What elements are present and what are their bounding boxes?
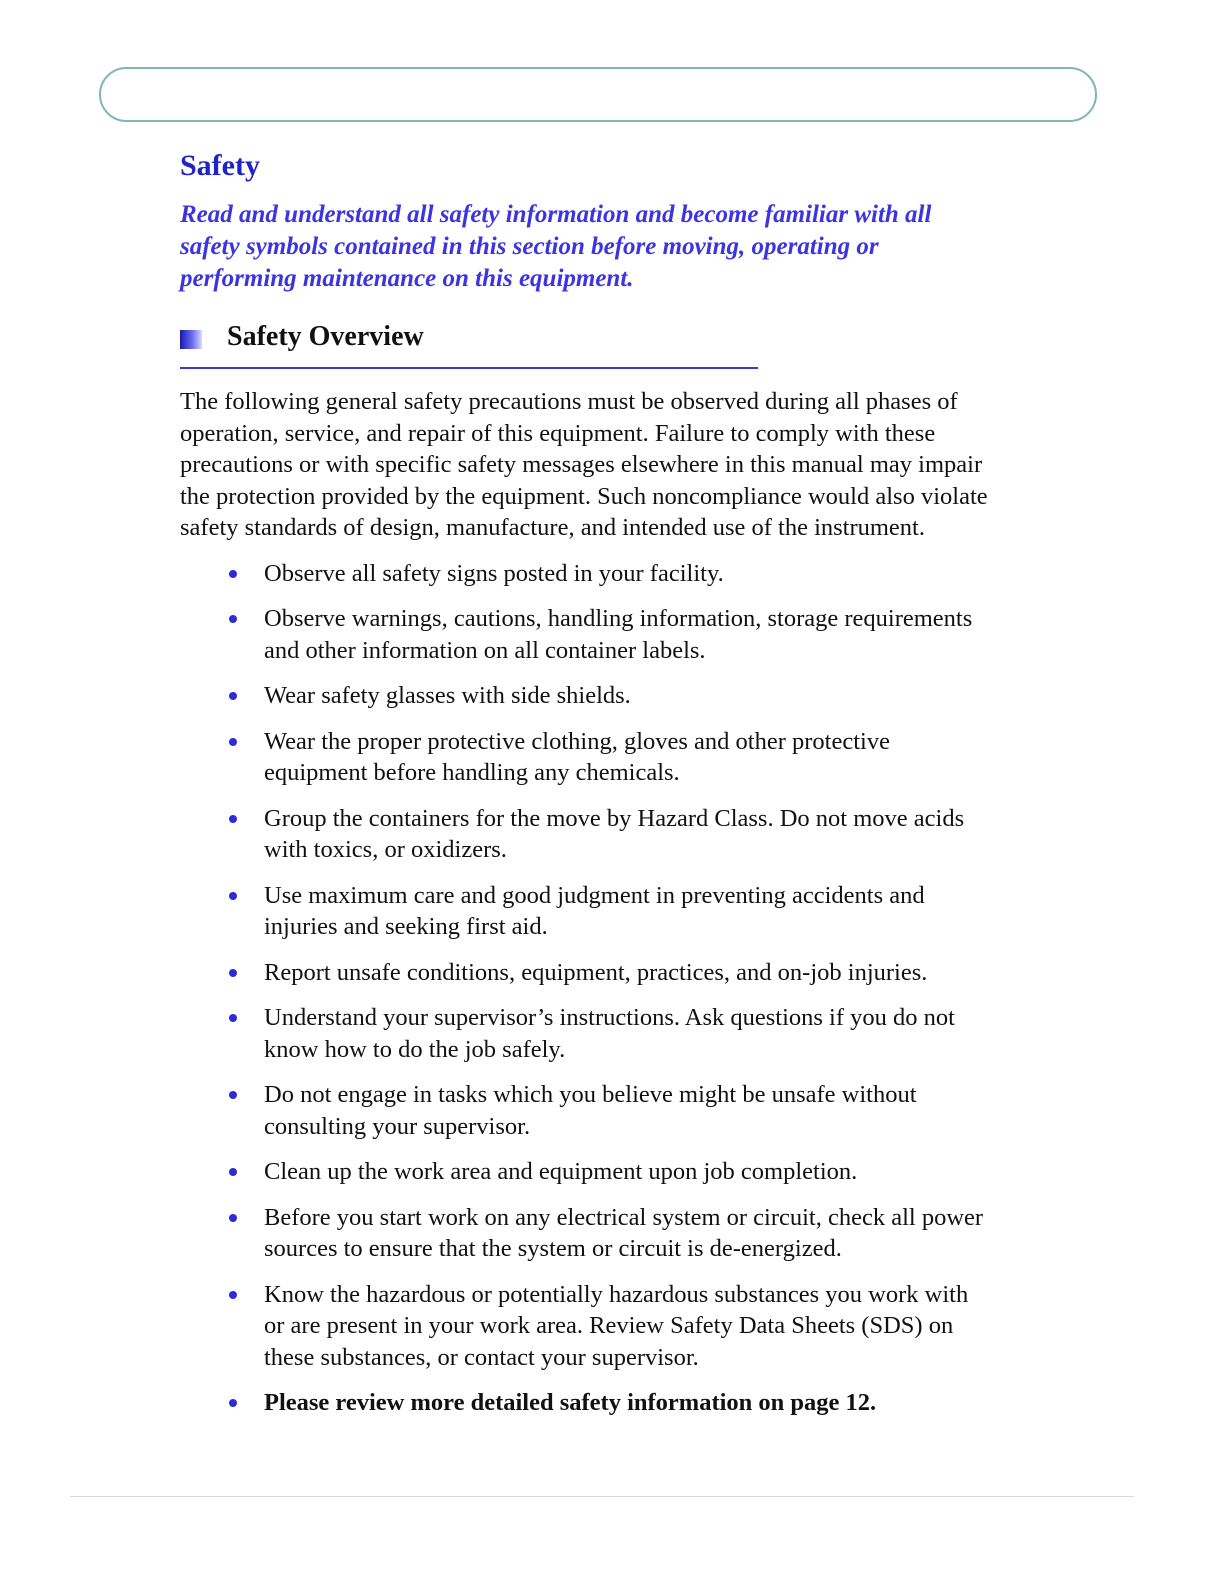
bullet-icon: [229, 615, 237, 623]
list-item: [180, 1202, 984, 1265]
bullet-icon: [229, 1291, 237, 1299]
list-item-text: Report unsafe conditions, equipment, practices, and on-job injuries.: [264, 958, 928, 986]
list-item: [180, 1002, 984, 1065]
list-item: [180, 957, 984, 989]
list-item: [180, 603, 984, 666]
header-frame: [99, 67, 1097, 122]
bullet-icon: [229, 969, 237, 977]
heading-square-icon: [180, 330, 202, 349]
bullet-icon: [229, 815, 237, 823]
bullet-icon: [229, 892, 237, 900]
page-reference-note: Please review more detailed safety information on page 12.: [264, 1389, 877, 1416]
bullet-icon: [229, 1014, 237, 1022]
bullet-icon: [229, 692, 237, 700]
list-item-text: Before you start work on any electrical system or circuit, check all power sources to ensure that the system or circuit is de-energized.: [264, 1203, 984, 1262]
overview-heading-block: [180, 323, 758, 369]
list-item-text: Use maximum care and good judgment in preventing accidents and injuries and seeking first aid.: [264, 881, 925, 940]
list-item-text: Observe all safety signs posted in your facility.: [264, 559, 724, 587]
list-item-text: Know the hazardous or potentially hazardous substances you work with or are present in your work area. Review Safety Data Sheets (SDS) on these substances, or contact your supervisor.: [264, 1280, 969, 1371]
list-item: [180, 1079, 984, 1142]
safety-intro: Read and understand all safety information and become familiar with all safety symbols contained in this section before moving, operating or performing maintenance on this equipment.: [180, 201, 932, 292]
list-item: [180, 880, 984, 943]
list-item: [180, 803, 984, 866]
list-item: [180, 558, 984, 590]
bullet-icon: [229, 738, 237, 746]
list-item: [180, 1387, 984, 1419]
page-content: [180, 146, 1000, 1433]
list-item-text: Do not engage in tasks which you believe might be unsafe without consulting your supervisor.: [264, 1081, 917, 1140]
bullet-icon: [229, 1168, 237, 1176]
list-item: [180, 726, 984, 789]
bullet-icon: [229, 1399, 237, 1407]
footer-divider: [70, 1496, 1134, 1497]
list-item: [180, 1156, 984, 1188]
overview-paragraph: The following general safety precautions must be observed during all phases of operation, service, and repair of this equipment. Failure to comply with these precautions or with specific safety messages elsewhere in this manual may impair the protection provided by the equipment. Such noncompliance would also violate safety standards of design, manufacture, and intended use of the instrument.: [180, 388, 988, 541]
section-title: Safety: [180, 149, 260, 182]
list-item-text: Understand your supervisor’s instructions. Ask questions if you do not know how to do the job safely.: [264, 1004, 955, 1063]
bullet-icon: [229, 1214, 237, 1222]
list-item: [180, 680, 984, 712]
list-item-text: Clean up the work area and equipment upon job completion.: [264, 1158, 858, 1185]
precaution-list: [180, 558, 1000, 1419]
bullet-icon: [229, 1091, 237, 1099]
list-item-text: Wear the proper protective clothing, gloves and other protective equipment before handling any chemicals.: [264, 727, 890, 786]
list-item-text: Group the containers for the move by Hazard Class. Do not move acids with toxics, or oxidizers.: [264, 804, 965, 863]
bullet-icon: [229, 570, 237, 578]
list-item-text: Observe warnings, cautions, handling information, storage requirements and other information on all container labels.: [264, 605, 973, 664]
list-item: [180, 1279, 984, 1374]
overview-heading: Safety Overview: [227, 321, 424, 352]
list-item-text: Wear safety glasses with side shields.: [264, 682, 631, 709]
